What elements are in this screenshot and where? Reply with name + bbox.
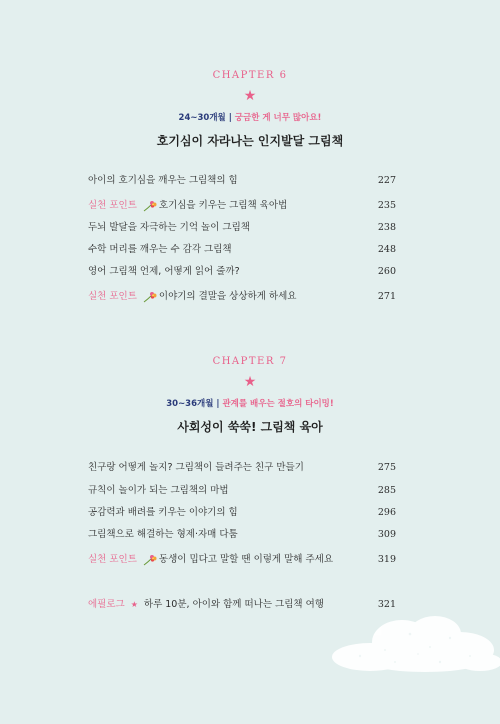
entry-page: 321 [377,599,396,610]
entry-page: 271 [377,291,396,302]
entry-title: 호기심을 키우는 그림책 육아법 [158,200,288,211]
entry-title: 동생이 밉다고 말할 땐 이렇게 말해 주세요 [158,554,334,565]
entry-page: 227 [377,175,396,186]
entry-page: 248 [377,244,396,255]
toc-entry[interactable] [88,483,396,499]
entry-title: 수학 머리를 깨우는 수 감각 그림책 [88,244,232,255]
toc-entry[interactable] [88,289,396,305]
subtitle-highlight: 관계를 배우는 절호의 타이밍! [222,399,334,409]
entry-title: 규칙이 놀이가 되는 그림책의 마법 [88,485,229,496]
chapter-title: 사회성이 쑥쑥! 그림책 육아 [177,420,323,434]
toc-entry[interactable] [88,527,396,543]
toc-entry[interactable] [88,552,396,568]
entry-title: 이야기의 결말을 상상하게 하세요 [158,291,297,302]
subtitle-age: 30~36개월 | [166,399,223,409]
entry-page: 260 [377,266,396,277]
entry-title: 그림책으로 해결하는 형제·자매 다툼 [88,529,238,540]
entry-page: 285 [377,485,396,496]
flower-icon [143,291,157,303]
entry-title: 하루 10분, 아이와 함께 떠나는 그림책 여행 [143,599,324,610]
star-icon: ★ [243,374,257,390]
entry-title: 공감력과 배려를 키우는 이야기의 힘 [88,507,238,518]
entry-title: 친구랑 어떻게 놀지? 그림책이 들려주는 친구 만들기 [88,462,304,473]
entry-page: 238 [377,222,396,233]
star-icon: ★ [130,600,138,609]
toc-entry[interactable] [88,173,396,189]
subtitle-age: 24~30개월 | [178,113,235,123]
entry-page: 309 [377,529,396,540]
toc-entry[interactable] [88,505,396,521]
entry-page: 296 [377,507,396,518]
toc-entry[interactable] [88,198,396,214]
entry-title: 두뇌 발달을 자극하는 기억 놀이 그림책 [88,222,250,233]
practice-point-label: 실천 포인트 [88,554,137,565]
toc-entry[interactable] [88,220,396,236]
toc-entry[interactable] [88,460,396,476]
flower-icon [143,554,157,566]
chapter-subtitle [0,397,500,409]
entry-title: 아이의 호기심을 깨우는 그림책의 힘 [88,175,238,186]
chapter-7-header [0,356,500,435]
epilogue-entry[interactable] [88,597,396,613]
practice-point-label: 실천 포인트 [88,200,137,211]
chapter-label: CHAPTER 6 [212,70,288,81]
practice-point-label: 실천 포인트 [88,291,137,302]
entry-title: 영어 그림책 언제, 어떻게 읽어 줄까? [88,266,240,277]
entry-page: 275 [377,462,396,473]
subtitle-highlight: 궁금한 게 너무 많아요! [234,113,322,123]
epilogue-label: 에필로그 [88,599,125,610]
chapter-subtitle [0,111,500,123]
toc-entry[interactable] [88,242,396,258]
cloud-illustration [330,612,500,672]
toc-entry[interactable] [88,264,396,280]
entry-page: 235 [377,200,396,211]
entry-page: 319 [377,554,396,565]
chapter-label: CHAPTER 7 [212,356,288,367]
flower-icon [143,200,157,212]
star-icon: ★ [243,88,257,104]
chapter-6-header [0,70,500,149]
chapter-title: 호기심이 자라나는 인지발달 그림책 [156,134,344,148]
